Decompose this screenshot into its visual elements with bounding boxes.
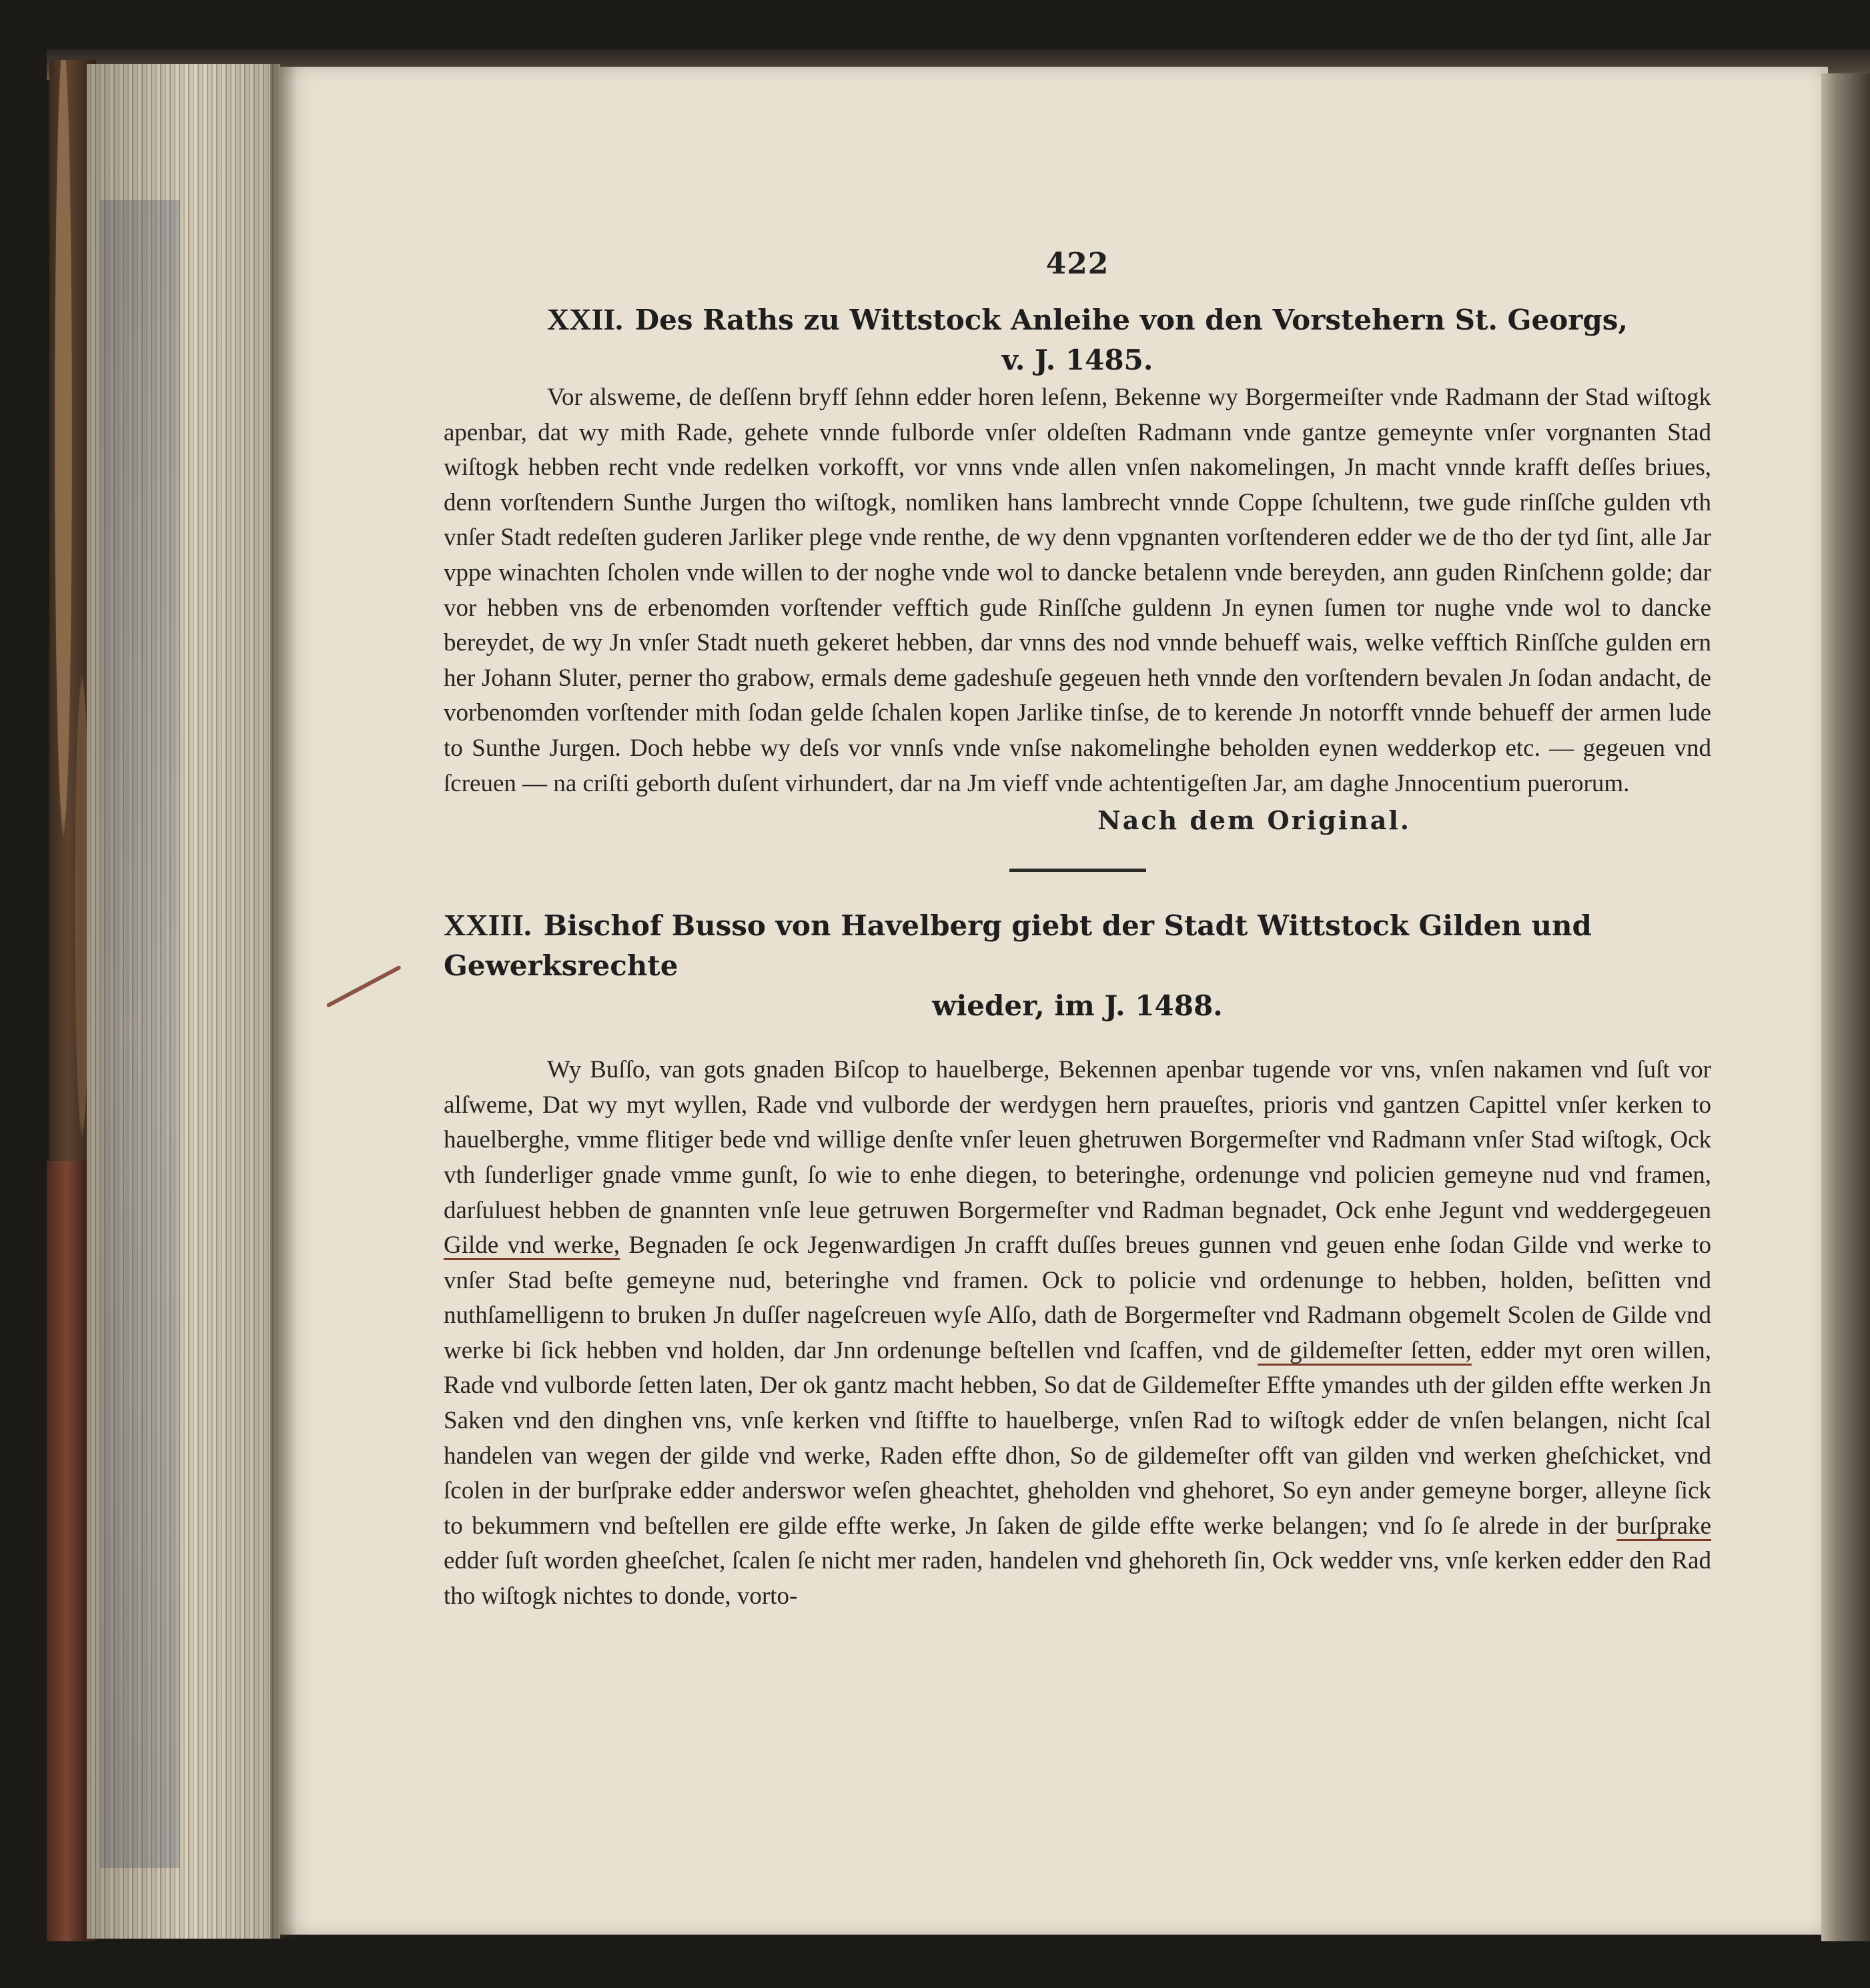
section-heading-xxii [444,300,1711,380]
source-note: Nach dem Original. [1097,805,1411,836]
page-content [444,160,1711,1614]
body-paragraph: Wy Buſſo, van gots gnaden Biſcop to hauelberge, Bekennen apenbar tugende vor vns, vnſen nakamen vnd ſuſt vor alſweme, Dat wy myt wyllen, Rade vnd vulborde der werdygen hern praueſtes, prioris vnd gantzen Capittel vnſer kerken to hauelberghe, vmme flitiger bede vnd willige denſte vnſer leuen ghetruwen Borgermeſter vnd Radmann vnſer Stad wiſtogk, Ock vth ſunderliger gnade vmme gunſt, ſo wie to enhe diegen, to beteringhe, ordenunge vnd policien gemeyne nud vnd framen, darſuluest hebben de gnannten vnſe leue getruwen Borgermeſter vnd Radman begnadet, Ock enhe Jegunt vnd weddergegeuen Gilde vnd werke, Begnaden ſe ock Jegenwardigen Jn crafft duſſes breues gunnen vnd geuen enhe ſodan Gilde vnd werke to vnſer Stad beſte gemeyne nud, beteringhe vnd framen. Ock to policie vnd ordenunge to hebben, holden, beſitten vnd nuthſamelligenn to bruken Jn duſſer nageſcreuen wyſe Alſo, dath de Borgermeſter vnd Radmann obgemelt Scolen de Gilde vnd werke bi ſick hebben vnd holden, dar Jnn ordenunge beſtellen vnd ſcaffen, vnd de gildemeſter ſetten, edder myt oren willen, Rade vnd vulborde ſetten laten, Der ok gantz macht hebben, So dat de Gildemeſter Effte ymandes uth der gilden effte werken Jn Saken vnd den dinghen vns, vnſe kerken vnd ſtiffte to hauelberge, vnſen Rad to wiſtogk edder de vnſen belangen, nicht ſcal handelen van wegen der gilde vnd werke, Raden effte dhon, So de gildemeſter offt van gilden vnd werken gheſchicket, vnd ſcolen in der burſprake edder anderswor weſen gheachtet, gheholden vnd ghehoret, So eyn ander gemeyne borger, alleyne ſick to bekummern vnd beſtellen ere gilde effte werke, Jn ſaken de gilde effte werke belangen; vnd ſo ſe alrede in der burſprake edder ſuſt worden gheeſchet, ſcalen ſe nicht mer raden, handelen vnd ghehoreth ſin, Ock wedder vns, vnſe kerken edder den Rad tho wiſtogk nichtes to donde, vorto- [444,1056,1712,1610]
section-divider [1009,869,1146,872]
leather-corner [47,1161,87,1941]
body-paragraph: Vor alsweme, de deſſenn bryff ſehnn edder horen leſenn, Bekenne wy Borgermeiſter vnde Radmann der Stad wiſtogk apenbar, dat wy mith Rade, gehete vnnde fulborde vnſer oldeſten Radmann vnde gantze gemeynte vnſer vorgnanten Stad wiſtogk hebben recht vnde redelken vorkofft, vor vnns vnde allen vnſen nakomelingen, Jn macht vnnde krafft deſſes briues, denn vorſtendern Sunthe Jurgen tho wiſtogk, nomliken hans lambrecht vnnde Coppe ſchultenn, twe gude rinſſche gulden vth vnſer Stadt redeſten guderen Jarliker plege vnde renthe, de wy denn vpgnanten vorſtenderen edder we de tho der tyd ſint, alle Jar vppe winachten ſcholen vnde willen to der noghe vnde wol to dancke betalenn vnde bereyden, ann guden Rinſchenn golde; dar vor hebben vns de erbenomden vorſtender vefftich gude Rinſſche guldenn Jn eynen ſumen tor nughe vnde wol to dancke bereydet, de wy Jn vnſer Stadt nueth gekeret hebben, dar vnns des nod vnnde behueff wais, welke vefftich Rinſſche gulden ern her Johann Sluter, perner tho grabow, ermals deme gadeshuſe gegeuen heth vnnde den vorſtendern bevalen Jn ſodan andacht, de vorbenomden vorſtender mith ſodan gelde ſchalen kopen Jarlike tinſse, de to kerende Jn notorfft vnnde behueff der armen lude to Sunthe Jurgen. Doch hebbe wy deſs vor vnnſs vnde vnſse nakomelinghe beholden eynen wedderkop etc. — gegeuen vnd ſcreuen — na criſti geborth duſent virhundert, dar na Jm vieff vnde achtentigeſten Jar, am daghe Jnnocentium puerorum. [444,384,1711,797]
facing-page-edge [1821,73,1870,1941]
section-title-line1: Des Raths zu Wittstock Anleihe von den Vorstehern St. Georgs, [634,304,1628,336]
underlined-phrase: burſprake [1616,1512,1712,1540]
section-title-line2: wieder, im J. 1488. [932,989,1223,1023]
page-number: 422 [1045,247,1109,281]
section-number: XXIII. [444,908,532,943]
section-title-line1: Bischof Busso von Havelberg giebt der Stadt Wittstock Gilden und Gewerksrechte [444,909,1592,983]
page-gutter-shadow [270,64,297,1939]
section-heading-xxiii [444,905,1711,1026]
page-stack-shadow [87,64,280,1939]
underlined-phrase: Gilde vnd werke, [444,1231,620,1260]
section-body-xxii [444,380,1711,801]
book-page [280,67,1828,1935]
underlined-phrase: de gildemeſter ſetten, [1258,1336,1472,1364]
section-body-xxiii [444,1053,1711,1614]
section-number: XXII. [547,302,623,336]
section-title-line2: v. J. 1485. [1001,344,1153,376]
